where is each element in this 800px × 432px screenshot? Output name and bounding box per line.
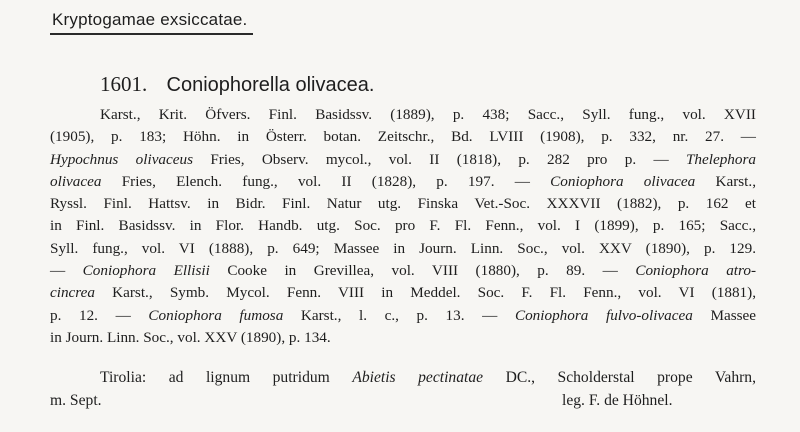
citation-text: in Finl. Basidssv. in Flor. Handb. utg. Soc. pro F. Fl. Fenn., vol. I (1899), p. 165; Sacc., — [50, 217, 756, 235]
bibliography-line — [50, 305, 756, 327]
citation-text: (1905), p. 183; Höhn. in Österr. botan. Zeitschr., Bd. LVIII (1908), p. 332, nr. 27. — — [50, 128, 756, 146]
taxon-name: cincrea — [50, 284, 95, 302]
bibliography-line — [50, 126, 756, 148]
citation-text: Ryssl. Finl. Hattsv. in Bidr. Finl. Natur utg. Finska Vet.-Soc. XXXVII (1882), p. 162 et — [50, 195, 756, 213]
entry-title — [100, 72, 374, 97]
bibliography-line — [50, 149, 756, 171]
bibliography-line — [50, 327, 756, 349]
citation-text: Karst., Symb. Mycol. Fenn. VIII in Meddel. Soc. F. Fl. Fenn., vol. VI (1881), — [94, 284, 756, 302]
taxon-name: Coniophora Ellisii — [82, 262, 210, 280]
bibliography-block — [50, 104, 756, 349]
bibliography-line — [50, 238, 756, 260]
taxon-name: Coniophora fumosa — [148, 306, 284, 324]
locality-text: Tirolia: ad lignum putridum — [100, 369, 353, 386]
taxon-name: Coniophora atro- — [635, 262, 757, 280]
collection-header: Kryptogamae exsiccatae. — [50, 10, 253, 35]
bibliography-line — [50, 215, 756, 237]
locality-place: DC., Scholderstal prope Vahrn, — [483, 369, 757, 386]
species-name: Coniophorella olivacea. — [166, 74, 375, 96]
collection-month: m. Sept. — [50, 392, 102, 409]
bibliography-line — [50, 104, 756, 126]
locality-block — [50, 366, 756, 412]
citation-text: Karst., — [695, 172, 756, 190]
entry-number: 1601. — [100, 72, 148, 96]
citation-text: p. 12. — — [50, 306, 149, 324]
bibliography-line — [50, 171, 756, 193]
citation-text: Fries, Elench. fung., vol. II (1828), p. 197. — — [101, 172, 551, 190]
bibliography-line — [50, 260, 756, 282]
citation-text: Massee — [692, 306, 756, 324]
host-species: Abietis pectinatae — [352, 369, 484, 386]
taxon-name: olivacea — [50, 172, 102, 190]
citation-text: Cooke in Grevillea, vol. VIII (1880), p. 89. — — [209, 262, 636, 280]
bibliography-line — [50, 193, 756, 215]
taxon-name: Thelephora — [685, 150, 756, 168]
bibliography-line — [50, 282, 756, 304]
locality-line — [50, 366, 756, 389]
date-collector-line — [50, 389, 756, 412]
collector: leg. F. de Höhnel. — [562, 392, 673, 409]
taxon-name: Hypochnus olivaceus — [50, 150, 194, 168]
citation-text: Fries, Observ. mycol., vol. II (1818), p. 282 pro p. — — [193, 150, 686, 168]
citation-text: in Journ. Linn. Soc., vol. XXV (1890), p. 134. — [50, 328, 331, 346]
taxon-name: Coniophora fulvo-olivacea — [514, 306, 693, 324]
citation-text: — — [50, 262, 83, 280]
citation-text: Syll. fung., vol. VI (1888), p. 649; Massee in Journ. Linn. Soc., vol. XXV (1890), p. 129. — [50, 239, 756, 257]
citation-text: Karst., Krit. Öfvers. Finl. Basidssv. (1889), p. 438; Sacc., Syll. fung., vol. XVII — [100, 106, 756, 123]
taxon-name: Coniophora olivacea — [550, 172, 696, 190]
citation-text: Karst., l. c., p. 13. — — [283, 306, 515, 324]
